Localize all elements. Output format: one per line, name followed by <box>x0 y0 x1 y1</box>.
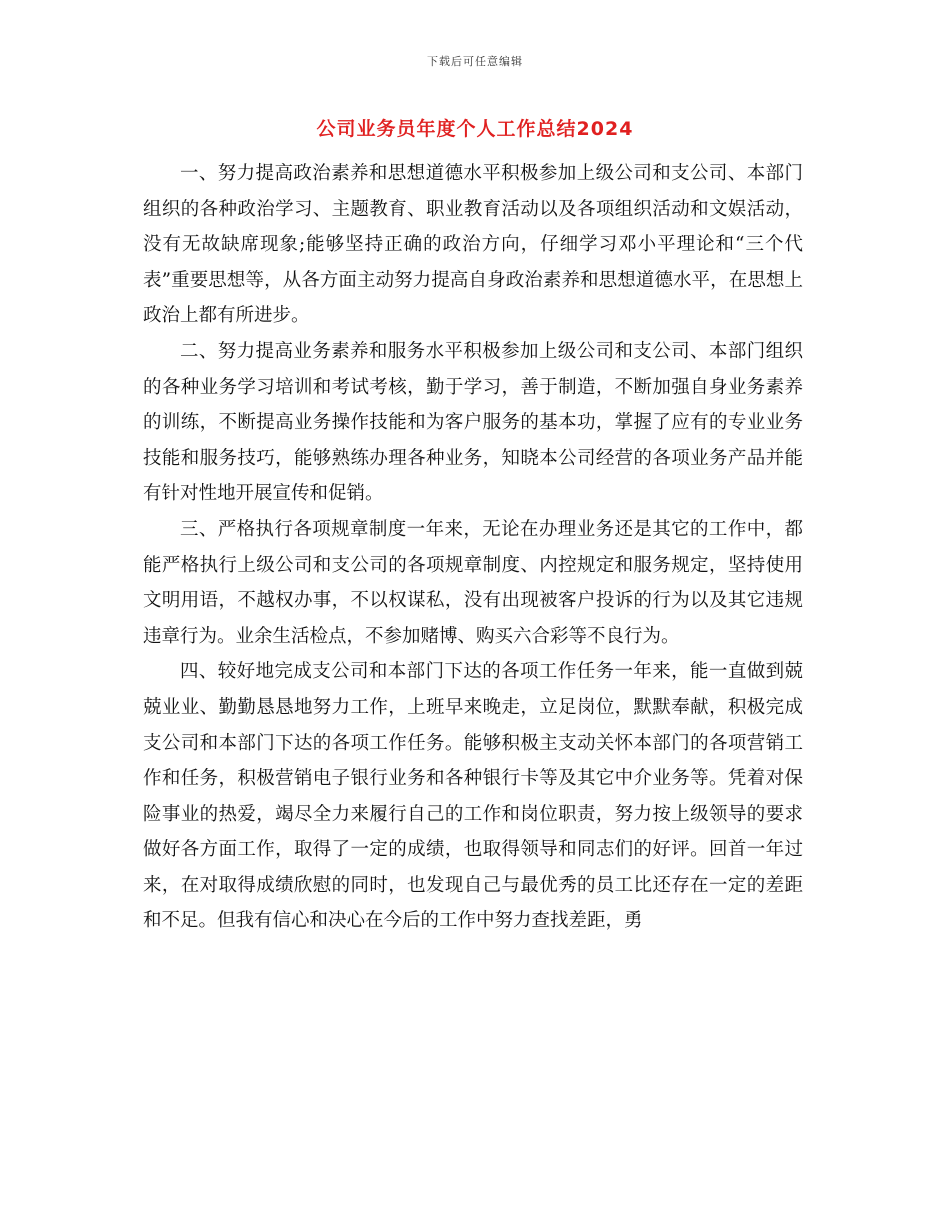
paragraph-1: 一、努力提高政治素养和思想道德水平积极参加上级公司和支公司、本部门组织的各种政治学习、主题教育、职业教育活动以及各项组织活动和文娱活动，没有无故缺席现象;能够坚持正确的政治方向，仔细学习邓小平理论和“三个代表”重要思想等，从各方面主动努力提高自身政治素养和思想道德水平，在思想上政治上都有所进步。 <box>143 163 803 327</box>
paragraph-2: 二、努力提高业务素养和服务水平积极参加上级公司和支公司、本部门组织的各种业务学习培训和考试考核，勤于学习，善于制造，不断加强自身业务素养的训练，不断提高业务操作技能和为客户服务的基本功，掌握了应有的专业业务技能和服务技巧，能够熟练办理各种业务，知晓本公司经营的各项业务产品并能有针对性地开展宣传和促销。 <box>143 340 803 505</box>
paragraph-3: 三、严格执行各项规章制度一年来，无论在办理业务还是其它的工作中，都能严格执行上级公司和支公司的各项规章制度、内控规定和服务规定，坚持使用文明用语，不越权办事，不以权谋私，没有出现被客户投诉的行为以及其它违规违章行为。业余生活检点，不参加赌博、购买六合彩等不良行为。 <box>143 518 803 647</box>
header-note: 下载后可任意编辑 <box>427 55 523 68</box>
paragraph-4: 四、较好地完成支公司和本部门下达的各项工作任务一年来，能一直做到兢兢业业、勤勤恳恳地努力工作，上班早来晚走，立足岗位，默默奉献，积极完成支公司和本部门下达的各项工作任务。能够积极主支动关怀本部门的各项营销工作和任务，积极营销电子银行业务和各种银行卡等及其它中介业务等。凭着对保险事业的热爱，竭尽全力来履行自己的工作和岗位职责，努力按上级领导的要求做好各方面工作，取得了一定的成绩，也取得领导和同志们的好评。回首一年过来，在对取得成绩欣慰的同时，也发现自己与最优秀的员工比还存在一定的差距和不足。但我有信心和决心在今后的工作中努力查找差距，勇 <box>143 661 803 932</box>
document-body <box>143 156 803 939</box>
document-title: 公司业务员年度个人工作总结2024 <box>316 118 634 140</box>
